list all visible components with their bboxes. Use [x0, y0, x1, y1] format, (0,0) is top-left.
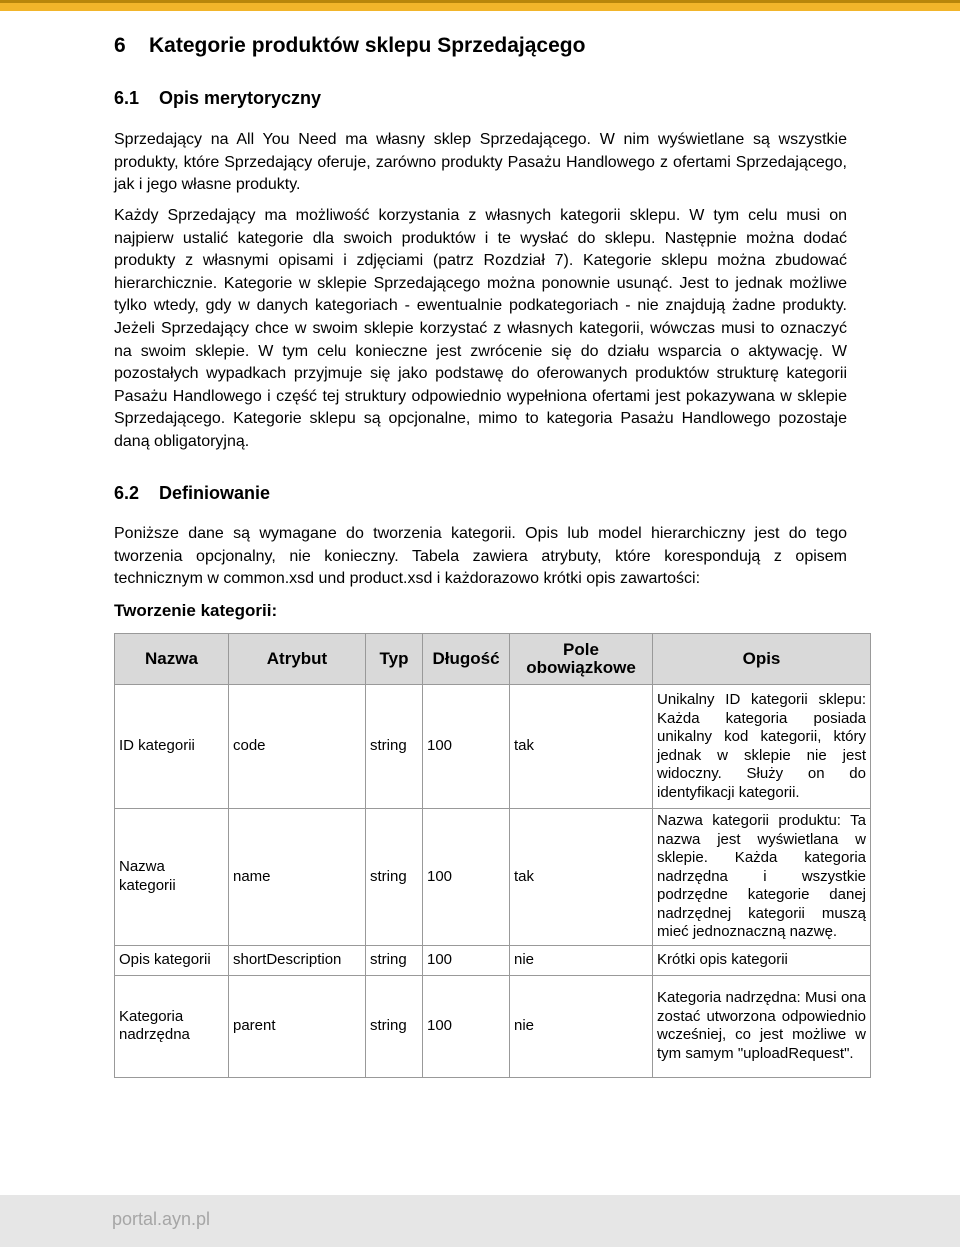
top-accent-bar-light — [0, 3, 960, 11]
cell-opis: Unikalny ID kategorii sklepu: Każda kategoria posiada unikalny kod kategorii, który jednak w sklepie nie jest widoczny. Służy on do identyfikacji kategorii. — [653, 685, 871, 809]
footer-portal-link[interactable]: portal.ayn.pl — [112, 1209, 211, 1229]
cell-pole: nie — [510, 975, 653, 1077]
cell-pole: tak — [510, 809, 653, 946]
cell-nazwa: Nazwa kategorii — [115, 809, 229, 946]
header-nazwa: Nazwa — [115, 634, 229, 685]
cell-opis: Nazwa kategorii produktu: Ta nazwa jest wyświetlana w sklepie. Każda kategoria nadrzędna i wszystkie podrzędne kategorie danej nadrzędnej kategorii muszą mieć jednoznaczną nazwę. — [653, 809, 871, 946]
table-caption: Tworzenie kategorii: — [114, 601, 278, 620]
page-footer — [0, 1195, 960, 1247]
paragraph-text: Poniższe dane są wymagane do tworzenia kategorii. Opis lub model hierarchiczny jest do tego tworzenia opcjonalny, nie konieczny. Tabela zawiera atrybuty, które korespondują z opisem technicznym w common.xsd und product.xsd i każdorazowo krótki opis zawartości: — [114, 525, 847, 588]
chapter-number: 6 — [114, 34, 126, 57]
paragraph-text: Każdy Sprzedający ma możliwość korzystania z własnych kategorii sklepu. W tym celu musi on najpierw ustalić kategorie dla swoich produktów i te wysłać do sklepu. Następnie można dodać produkty z własnymi opisami i zdjęciami (patrz Rozdział 7). Kategorie sklepu można zbudować hierarchicznie. Kategorie w sklepie Sprzedającego można ponownie usunąć. Jest to jednak możliwe tylko wtedy, gdy w danych kategoriach - ewentualnie podkategoriach - nie znajdują żadne produkty. Jeżeli Sprzedający chce w swoim sklepie korzystać z własnych kategorii, wówczas musi to oznaczyć na swoim sklepie. W tym celu konieczne jest zwrócenie się do działu wsparcia o aktywację. W pozostałych wypadkach przyjmuje się jako podstawę do oferowanych produktów strukturę kategorii Pasażu Handlowego i część tej struktury odpowiednio wypełniona ofertami jest pokazywana w sklepie Sprzedającego. Kategorie sklepu są opcjonalne, mimo to kategoria Pasażu Handlowego pozostaje daną obligatoryjną. — [114, 207, 847, 450]
cell-nazwa: ID kategorii — [115, 685, 229, 809]
cell-typ: string — [366, 945, 423, 975]
paragraph-1 — [114, 129, 847, 197]
table-header-row — [115, 634, 871, 685]
header-typ: Typ — [366, 634, 423, 685]
table-row — [115, 975, 871, 1077]
category-attributes-table — [114, 633, 871, 1078]
section-heading-6-2 — [114, 483, 270, 504]
header-dlugosc: Długość — [423, 634, 510, 685]
table-row — [115, 809, 871, 946]
section-title: Definiowanie — [159, 483, 271, 503]
cell-nazwa: Opis kategorii — [115, 945, 229, 975]
cell-atrybut: parent — [229, 975, 366, 1077]
header-atrybut: Atrybut — [229, 634, 366, 685]
table-row — [115, 685, 871, 809]
paragraph-text: Sprzedający na All You Need ma własny sklep Sprzedającego. W nim wyświetlane są wszystkie produkty, które Sprzedający oferuje, zarówno produkty Pasażu Handlowego z ofertami Sprzedającego, jak i jego własne produkty. — [114, 131, 847, 194]
cell-dlugosc: 100 — [423, 975, 510, 1077]
chapter-heading — [114, 34, 585, 58]
cell-pole: nie — [510, 945, 653, 975]
cell-atrybut: code — [229, 685, 366, 809]
cell-atrybut: name — [229, 809, 366, 946]
section-number: 6.1 — [114, 88, 140, 108]
section-title: Opis merytoryczny — [159, 88, 322, 108]
cell-dlugosc: 100 — [423, 809, 510, 946]
top-accent-bar — [0, 0, 960, 11]
cell-opis: Kategoria nadrzędna: Musi ona zostać utworzona odpowiednio wcześniej, co jest możliwe w tym samym "uploadRequest". — [653, 975, 871, 1077]
section-number: 6.2 — [114, 483, 140, 503]
chapter-title: Kategorie produktów sklepu Sprzedającego — [149, 34, 586, 57]
paragraph-2 — [114, 205, 847, 454]
cell-opis: Krótki opis kategorii — [653, 945, 871, 975]
cell-dlugosc: 100 — [423, 945, 510, 975]
header-opis: Opis — [653, 634, 871, 685]
table-row — [115, 945, 871, 975]
cell-pole: tak — [510, 685, 653, 809]
cell-typ: string — [366, 975, 423, 1077]
cell-typ: string — [366, 809, 423, 946]
cell-atrybut: shortDescription — [229, 945, 366, 975]
cell-dlugosc: 100 — [423, 685, 510, 809]
cell-typ: string — [366, 685, 423, 809]
paragraph-3 — [114, 523, 847, 591]
section-heading-6-1 — [114, 88, 321, 109]
cell-nazwa: Kategoria nadrzędna — [115, 975, 229, 1077]
header-pole-obowiazkowe: Pole obowiązkowe — [510, 634, 653, 685]
